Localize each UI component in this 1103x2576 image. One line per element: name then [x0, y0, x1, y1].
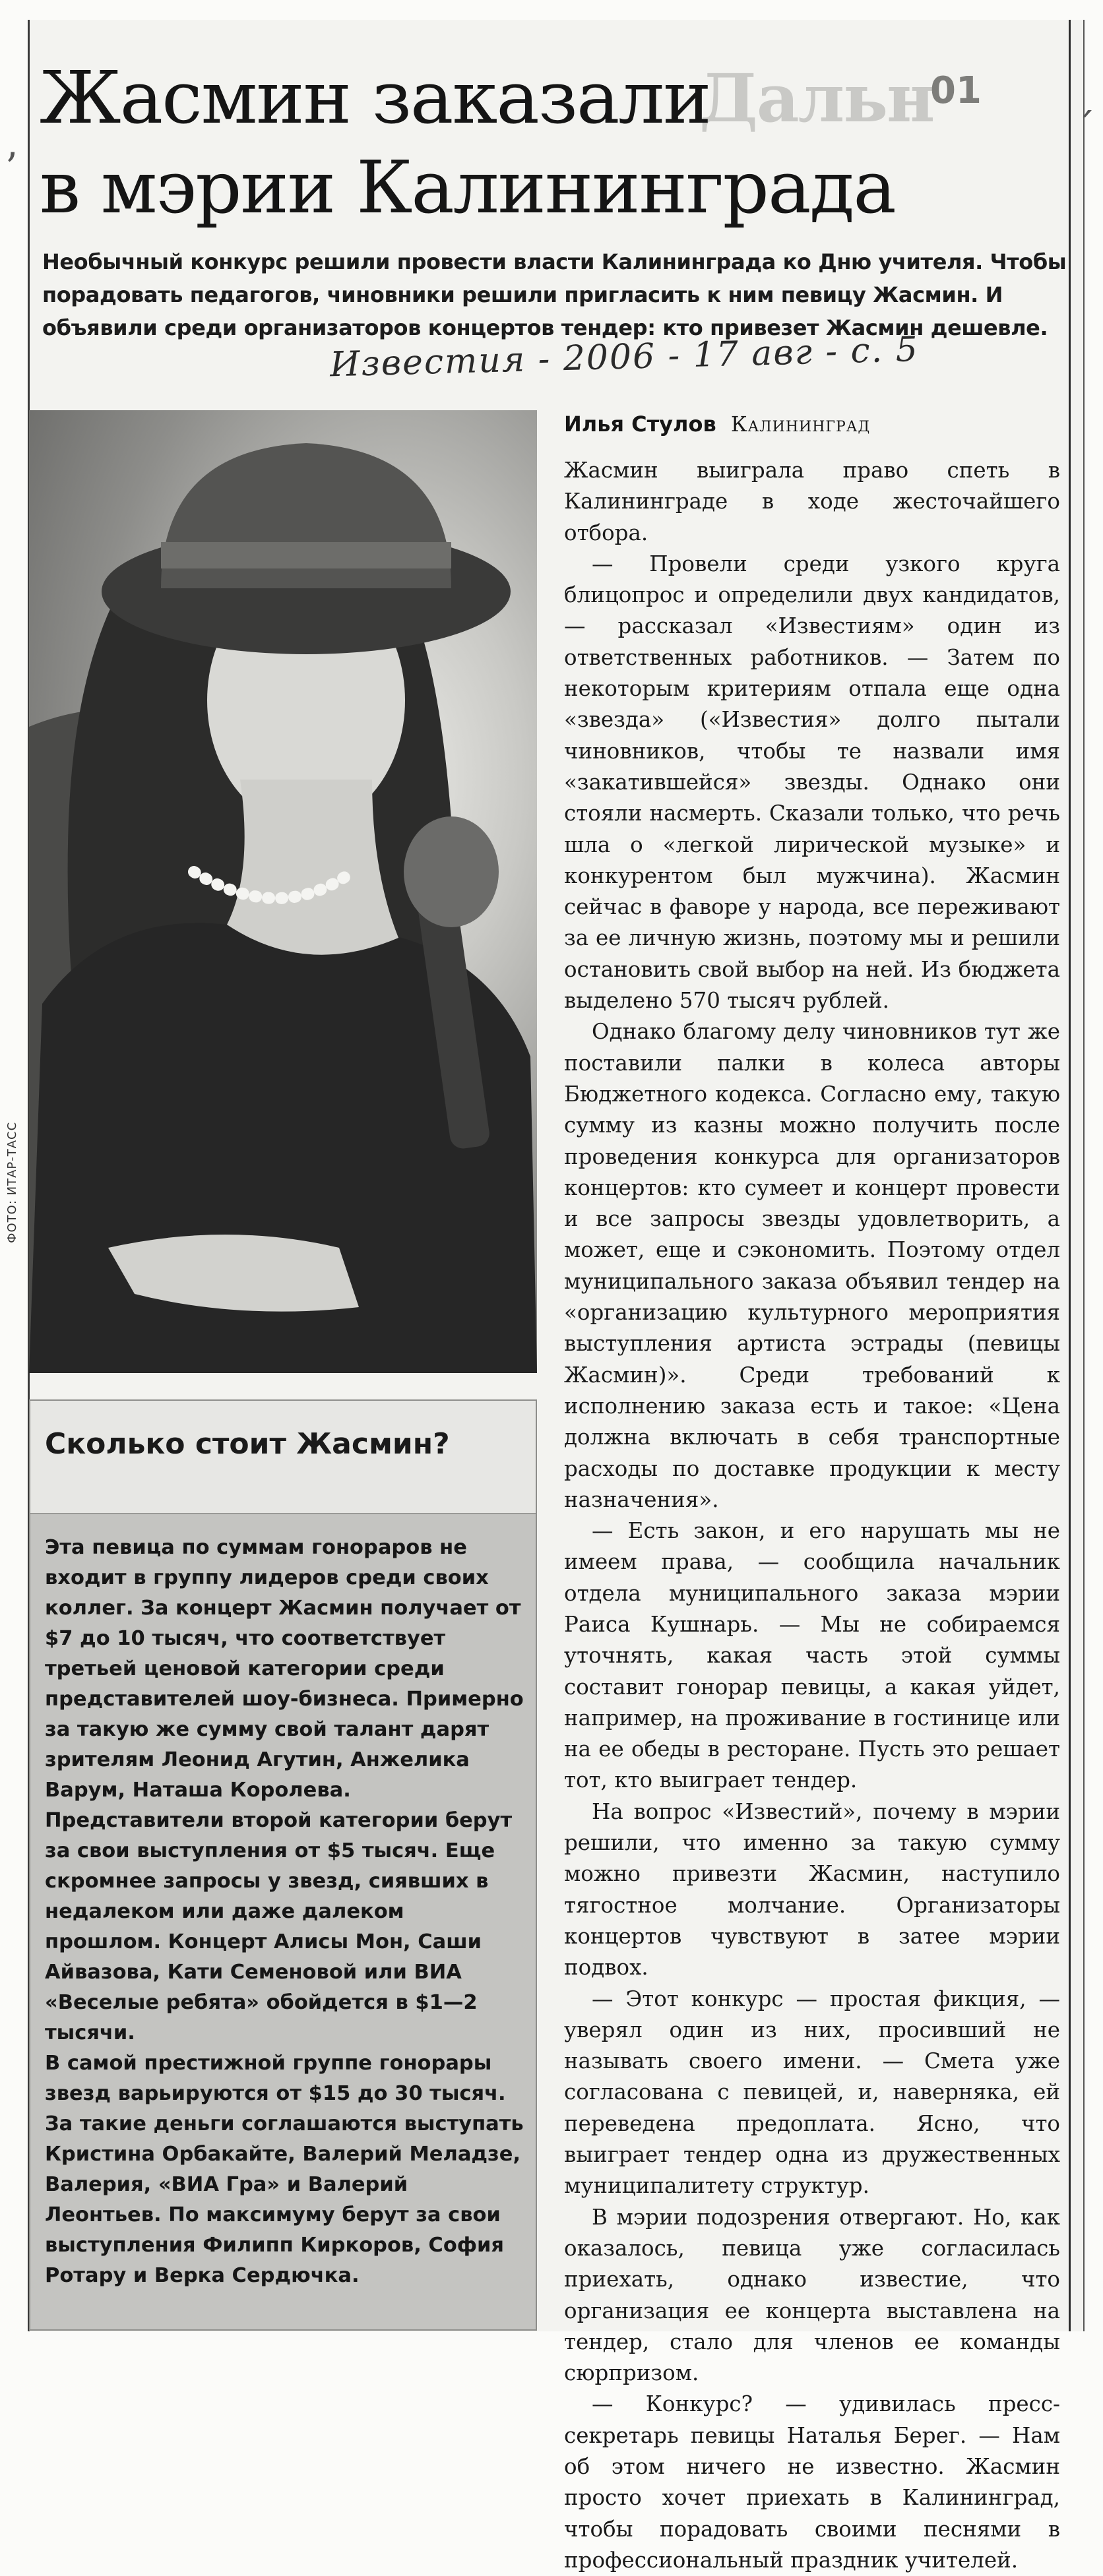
- photo-credit: ФОТО: ИТАР-ТАСС: [5, 1121, 19, 1243]
- article-body: [564, 455, 1060, 2576]
- dateline-city: Калининград: [730, 412, 871, 437]
- article-paragraph: — Есть закон, и его нарушать мы не имеем права, — сообщила начальник отдела муниципального заказа мэрии Раиса Кушнарь. — Мы не собираемся уточнять, какая часть этой суммы составит гонорар певицы, а какая уйдет, например, на проживание в гостинице или на ее обеды в ресторане. Пусть это решает тот, кто выиграет тендер.: [564, 1518, 1060, 1793]
- article-paragraph: — Провели среди узкого круга блицопрос и определили двух кандидатов, — рассказал «Известиям» один из ответственных работников. — Затем по некоторым критериям отпала еще одна «звезда» («Известия» долго пытали чиновников, чтобы те назвали имя «закатившейся» звезды. Однако они стояли насмерть. Сказали только, что речь шла о «легкой лирической музыке» и конкурентом был мужчина). Жасмин сейчас в фаворе у народа, все переживают за ее личную жизнь, поэтому мы и решили остановить свой выбор на ней. Из бюджета выделено 570 тысяч рублей.: [564, 551, 1060, 1014]
- article-lead: Необычный конкурс решили провести власти Калининграда ко Дню учителя. Чтобы порадовать педагогов, чиновники решили пригласить к ним певицу Жасмин. И объявили среди организаторов концертов тендер: кто привезет Жасмин дешевле.: [42, 249, 1067, 340]
- headline-line-1: Жасмин заказали: [40, 55, 710, 140]
- sidebar-box: [29, 1399, 537, 2331]
- headline-line-2: в мэрии Калининграда: [40, 145, 895, 230]
- article-paragraph: — Конкурс? — удивилась пресс-секретарь певицы Наталья Берег. — Нам об этом ничего не известно. Жасмин просто хочет приехать в Калининград, чтобы порадовать своими песнями в профессиональный праздник учителей.: [564, 2391, 1060, 2573]
- article-headline: [40, 53, 937, 232]
- author-name: Илья Стулов: [564, 412, 716, 437]
- handwritten-source-note: Известия - 2006 - 17 авг - с. 5: [329, 329, 920, 385]
- sidebar-title-band: [30, 1401, 536, 1514]
- article-paragraph: Жасмин выиграла право спеть в Калининграде в ходе жесточайшего отбора.: [564, 458, 1060, 545]
- margin-pen-mark: ʼ: [4, 145, 17, 191]
- sidebar-paragraph: Представители второй категории берут за свои выступления от $5 тысяч. Еще скромнее запросы у звезд, сиявших в недалеком или даже далеком прошлом. Концерт Алисы Мон, Саши Айвазова, Кати Семеновой или ВИА «Веселые ребята» обойдется в $1—2 тысячи.: [45, 1809, 513, 2044]
- article-paragraph: В мэрии подозрения отвергают. Но, как оказалось, певица уже согласилась приехать, однако известие, что организация ее концерта выставлена на тендер, стало для членов ее команды сюрпризом.: [564, 2204, 1060, 2386]
- article-paragraph: — Этот конкурс — простая фикция, — уверял один из них, просивший не называть своего имени. — Смета уже согласована с певицей, и, наверняка, ей переведена предоплата. Ясно, что выиграет тендер одна из дружественных муниципалитету структур.: [564, 1986, 1060, 2199]
- neighbor-headline-fragment: Дальн: [699, 59, 934, 137]
- margin-pen-mark: ˊ: [1075, 106, 1095, 152]
- page-number: 01: [930, 69, 982, 112]
- column-rule: [1069, 20, 1071, 2331]
- sidebar-paragraph: Эта певица по суммам гонораров не входит в группу лидеров среди своих коллег. За концерт Жасмин получает от $7 до 10 тысяч, что соответствует третьей ценовой категории среди представителей шоу-бизнеса. Примерно за такую же сумму свой талант дарят зрителям Леонид Агутин, Анжелика Варум, Наташа Королева.: [45, 1536, 524, 1802]
- article-byline: [564, 412, 870, 437]
- article-paragraph: Однако благому делу чиновников тут же поставили палки в колеса авторы Бюджетного кодекса. Согласно ему, такую сумму из казны можно получить после проведения конкурса для организаторов концертов: кто сумеет и концерт провести и все запросы звезды удовлетворить, а может, еще и сэкономить. Поэтому отдел муниципального заказа объявил тендер на «организацию культурного мероприятия выступления артиста эстрады (певицы Жасмин)». Среди требований к исполнению заказа есть и такое: «Цена должна включать в себя транспортные расходы по доставке продукции к месту назначения».: [564, 1019, 1060, 1512]
- sidebar-body: [45, 1533, 526, 2291]
- sidebar-title: Сколько стоит Жасмин?: [45, 1427, 450, 1461]
- article-paragraph: На вопрос «Известий», почему в мэрии решили, что именно за такую сумму можно привезти Жасмин, наступило тягостное молчание. Организаторы концертов чувствуют в затее мэрии подвох.: [564, 1798, 1060, 1980]
- singer-photo: [29, 410, 537, 1373]
- sidebar-paragraph: В самой престижной группе гонорары звезд варьируются от $15 до 30 тысяч. За такие деньги соглашаются выступать Кристина Орбакайте, Валерий Меладзе, Валерия, «ВИА Гра» и Валерий Леонтьев. По максимуму берут за свои выступления Филипп Киркоров, София Ротару и Верка Сердючка.: [45, 2052, 524, 2287]
- singer-photo-illustration: [29, 410, 537, 1373]
